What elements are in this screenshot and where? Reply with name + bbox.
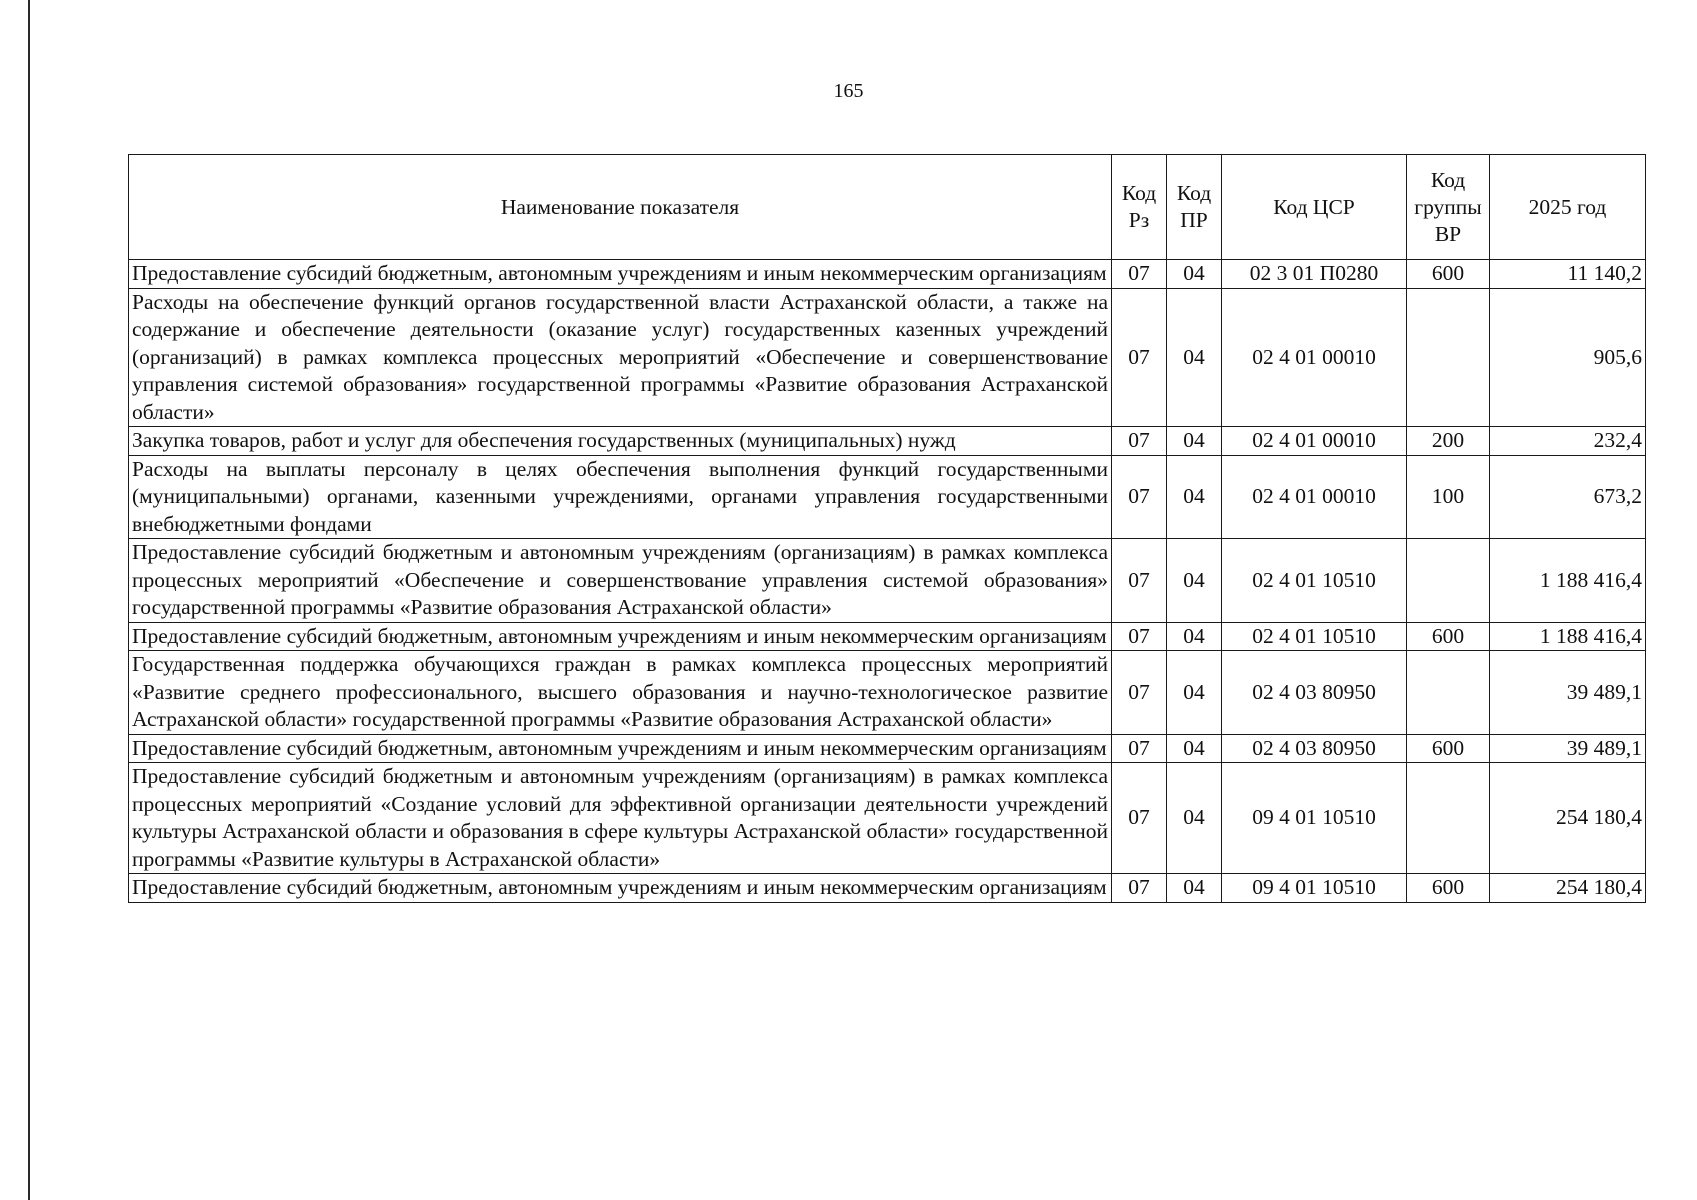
table-row: [129, 763, 1646, 874]
cell-amount: 1 188 416,4: [1490, 539, 1646, 623]
header-rz: Код Рз: [1112, 155, 1167, 260]
cell-amount: 232,4: [1490, 427, 1646, 456]
cell-rz: 07: [1112, 260, 1167, 289]
header-csr: Код ЦСР: [1222, 155, 1407, 260]
cell-vr: [1407, 763, 1490, 874]
cell-vr: [1407, 288, 1490, 427]
table-row: [129, 734, 1646, 763]
cell-pr: 04: [1167, 288, 1222, 427]
cell-name: Предоставление субсидий бюджетным и автономным учреждениям (организациям) в рамках комплекса процессных мероприятий «Создание условий для эффективной организации деятельности учреждений культуры Астраханской области и образования в сфере культуры Астраханской области» государственной программы «Развитие культуры в Астраханской области»: [129, 763, 1112, 874]
cell-rz: 07: [1112, 734, 1167, 763]
cell-vr: 600: [1407, 260, 1490, 289]
cell-vr: 600: [1407, 622, 1490, 651]
table-row: [129, 427, 1646, 456]
cell-name: Предоставление субсидий бюджетным и автономным учреждениям (организациям) в рамках комплекса процессных мероприятий «Обеспечение и совершенствование управления системой образования» государственной программы «Развитие образования Астраханской области»: [129, 539, 1112, 623]
header-pr: Код ПР: [1167, 155, 1222, 260]
cell-csr: 09 4 01 10510: [1222, 763, 1407, 874]
cell-pr: 04: [1167, 651, 1222, 735]
cell-csr: 02 4 01 00010: [1222, 427, 1407, 456]
cell-name: Предоставление субсидий бюджетным, автономным учреждениям и иным некоммерческим организациям: [129, 260, 1112, 289]
header-vr: Код группы ВР: [1407, 155, 1490, 260]
cell-name: Государственная поддержка обучающихся граждан в рамках комплекса процессных мероприятий «Развитие среднего профессионального, высшего образования и научно-технологическое развитие Астраханской области» государственной программы «Развитие образования Астраханской области»: [129, 651, 1112, 735]
cell-vr: 600: [1407, 734, 1490, 763]
cell-vr: [1407, 539, 1490, 623]
cell-rz: 07: [1112, 455, 1167, 539]
cell-pr: 04: [1167, 874, 1222, 903]
cell-amount: 39 489,1: [1490, 734, 1646, 763]
cell-csr: 02 4 01 00010: [1222, 455, 1407, 539]
cell-pr: 04: [1167, 734, 1222, 763]
table-row: [129, 622, 1646, 651]
cell-amount: 254 180,4: [1490, 763, 1646, 874]
cell-name: Предоставление субсидий бюджетным, автономным учреждениям и иным некоммерческим организациям: [129, 622, 1112, 651]
cell-csr: 02 4 01 10510: [1222, 539, 1407, 623]
cell-vr: 600: [1407, 874, 1490, 903]
cell-pr: 04: [1167, 539, 1222, 623]
cell-csr: 09 4 01 10510: [1222, 874, 1407, 903]
cell-rz: 07: [1112, 874, 1167, 903]
cell-name: Расходы на обеспечение функций органов государственной власти Астраханской области, а также на содержание и обеспечение деятельности (оказание услуг) государственных казенных учреждений (организаций) в рамках комплекса процессных мероприятий «Обеспечение и совершенствование управления системой образования» государственной программы «Развитие образования Астраханской области»: [129, 288, 1112, 427]
table-row: [129, 874, 1646, 903]
cell-amount: 39 489,1: [1490, 651, 1646, 735]
cell-rz: 07: [1112, 427, 1167, 456]
binding-margin-line: [28, 0, 30, 1200]
cell-vr: 100: [1407, 455, 1490, 539]
cell-pr: 04: [1167, 455, 1222, 539]
cell-amount: 673,2: [1490, 455, 1646, 539]
cell-rz: 07: [1112, 763, 1167, 874]
cell-csr: 02 3 01 П0280: [1222, 260, 1407, 289]
table-row: [129, 539, 1646, 623]
cell-rz: 07: [1112, 651, 1167, 735]
cell-rz: 07: [1112, 622, 1167, 651]
header-year: 2025 год: [1490, 155, 1646, 260]
cell-csr: 02 4 01 10510: [1222, 622, 1407, 651]
cell-name: Расходы на выплаты персоналу в целях обеспечения выполнения функций государственными (муниципальными) органами, казенными учреждениями, органами управления государственными внебюджетными фондами: [129, 455, 1112, 539]
table-header-row: [129, 155, 1646, 260]
cell-rz: 07: [1112, 539, 1167, 623]
budget-table: [128, 154, 1646, 903]
cell-pr: 04: [1167, 427, 1222, 456]
cell-pr: 04: [1167, 260, 1222, 289]
cell-name: Предоставление субсидий бюджетным, автономным учреждениям и иным некоммерческим организациям: [129, 874, 1112, 903]
table-row: [129, 651, 1646, 735]
cell-pr: 04: [1167, 622, 1222, 651]
cell-amount: 905,6: [1490, 288, 1646, 427]
cell-amount: 1 188 416,4: [1490, 622, 1646, 651]
cell-pr: 04: [1167, 763, 1222, 874]
cell-csr: 02 4 03 80950: [1222, 734, 1407, 763]
cell-amount: 11 140,2: [1490, 260, 1646, 289]
cell-vr: 200: [1407, 427, 1490, 456]
table-row: [129, 260, 1646, 289]
cell-csr: 02 4 03 80950: [1222, 651, 1407, 735]
cell-name: Закупка товаров, работ и услуг для обеспечения государственных (муниципальных) нужд: [129, 427, 1112, 456]
table-row: [129, 455, 1646, 539]
cell-amount: 254 180,4: [1490, 874, 1646, 903]
table-row: [129, 288, 1646, 427]
page-number: 165: [833, 80, 864, 102]
cell-vr: [1407, 651, 1490, 735]
cell-csr: 02 4 01 00010: [1222, 288, 1407, 427]
cell-name: Предоставление субсидий бюджетным, автономным учреждениям и иным некоммерческим организациям: [129, 734, 1112, 763]
cell-rz: 07: [1112, 288, 1167, 427]
header-name: Наименование показателя: [129, 155, 1112, 260]
